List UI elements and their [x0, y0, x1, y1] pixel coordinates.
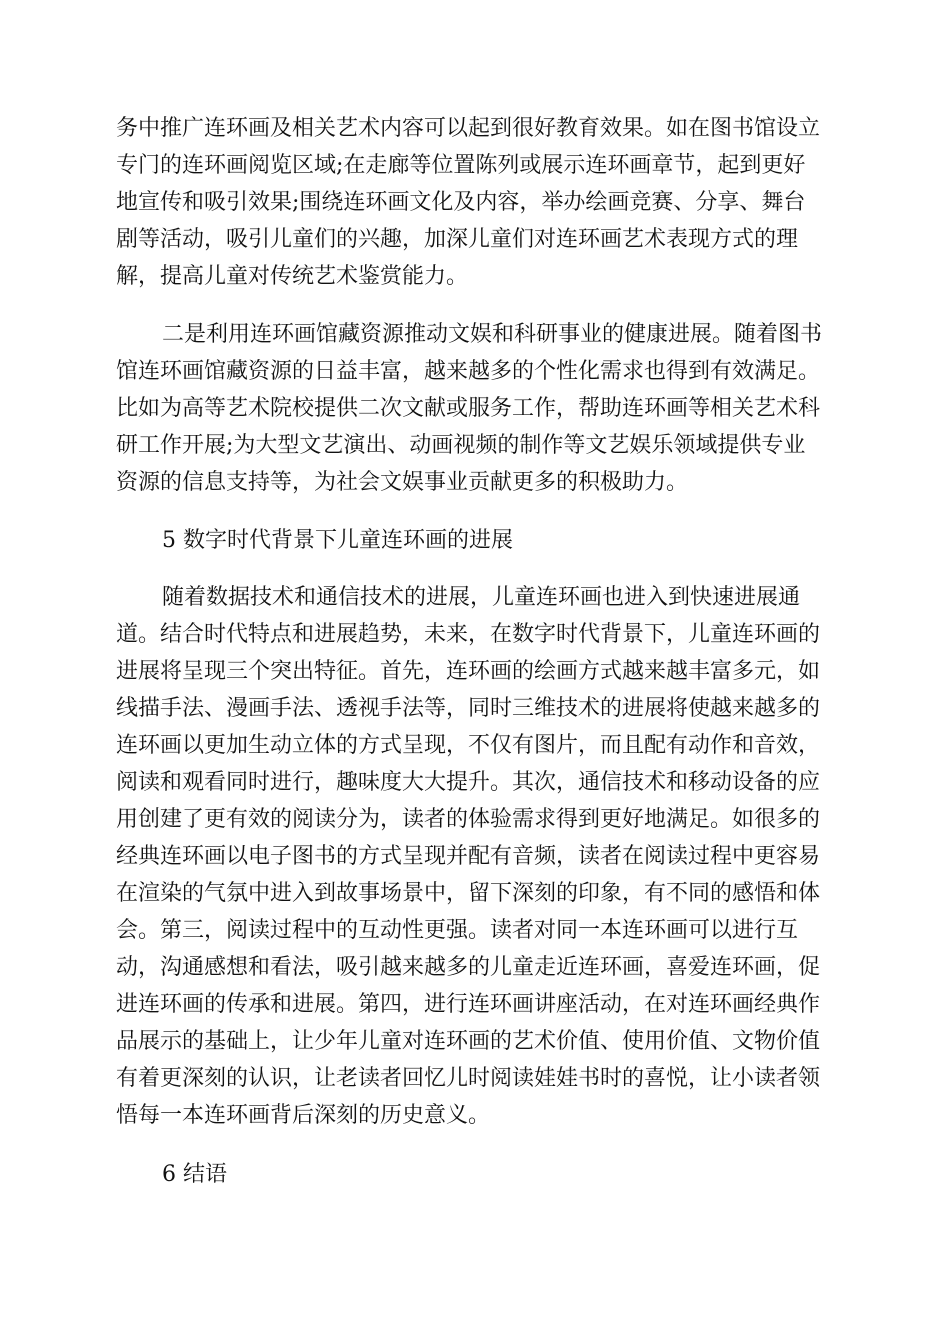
paragraph-3-line-2: 道。结合时代特点和进展趋势，未来，在数字时代背景下，儿童连环画的 — [116, 622, 821, 647]
paragraph-2-line-3: 比如为高等艺术院校提供二次文献或服务工作，帮助连环画等相关艺术科 — [116, 396, 821, 421]
paragraph-3-line-9: 在渲染的气氛中进入到故事场景中，留下深刻的印象，有不同的感悟和体 — [116, 881, 821, 906]
paragraph-3-line-7: 用创建了更有效的阅读分为，读者的体验需求得到更好地满足。如很多的 — [116, 807, 821, 832]
paragraph-3-line-3: 进展将呈现三个突出特征。首先，连环画的绘画方式越来越丰富多元，如 — [116, 659, 821, 684]
paragraph-3-line-1: 随着数据技术和通信技术的进展，儿童连环画也进入到快速进展通 — [162, 585, 801, 610]
paragraph-3-line-10: 会。第三，阅读过程中的互动性更强。读者对同一本连环画可以进行互 — [116, 918, 799, 943]
paragraph-3-line-12: 进连环画的传承和进展。第四，进行连环画讲座活动，在对连环画经典作 — [116, 992, 821, 1017]
section-6-heading: 6 结语 — [162, 1162, 227, 1187]
paragraph-3-line-13: 品展示的基础上，让少年儿童对连环画的艺术价值、使用价值、文物价值 — [116, 1029, 821, 1054]
paragraph-3-line-5: 连环画以更加生动立体的方式呈现，不仅有图片，而且配有动作和音效， — [116, 733, 821, 758]
paragraph-3-line-14: 有着更深刻的认识，让老读者回忆儿时阅读娃娃书时的喜悦，让小读者领 — [116, 1066, 821, 1091]
paragraph-1-line-4: 剧等活动，吸引儿童们的兴趣，加深儿童们对连环画艺术表现方式的理 — [116, 227, 799, 252]
paragraph-2-line-5: 资源的信息支持等，为社会文娱事业贡献更多的积极助力。 — [116, 470, 689, 495]
paragraph-3-line-6: 阅读和观看同时进行，趣味度大大提升。其次，通信技术和移动设备的应 — [116, 770, 821, 795]
paragraph-2-line-2: 馆连环画馆藏资源的日益丰富，越来越多的个性化需求也得到有效满足。 — [116, 359, 821, 384]
paragraph-3-line-8: 经典连环画以电子图书的方式呈现并配有音频，读者在阅读过程中更容易 — [116, 844, 821, 869]
paragraph-1-line-3: 地宣传和吸引效果;围绕连环画文化及内容，举办绘画竞赛、分享、舞台 — [116, 190, 806, 215]
paragraph-1-line-5: 解，提高儿童对传统艺术鉴赏能力。 — [116, 264, 469, 289]
section-5-heading: 5 数字时代背景下儿童连环画的进展 — [162, 528, 513, 553]
paragraph-1-line-2: 专门的连环画阅览区域;在走廊等位置陈列或展示连环画章节，起到更好 — [116, 153, 806, 178]
paragraph-2-line-1: 二是利用连环画馆藏资源推动文娱和科研事业的健康进展。随着图书 — [162, 322, 823, 347]
paragraph-3-line-15: 悟每一本连环画背后深刻的历史意义。 — [116, 1103, 491, 1128]
paragraph-3-line-11: 动，沟通感想和看法，吸引越来越多的儿童走近连环画，喜爱连环画，促 — [116, 955, 821, 980]
paragraph-1-line-1: 务中推广连环画及相关艺术内容可以起到很好教育效果。如在图书馆设立 — [116, 116, 821, 141]
paragraph-2-line-4: 研工作开展;为大型文艺演出、动画视频的制作等文艺娱乐领域提供专业 — [116, 433, 806, 458]
paragraph-3-line-4: 线描手法、漫画手法、透视手法等，同时三维技术的进展将使越来越多的 — [116, 696, 821, 721]
